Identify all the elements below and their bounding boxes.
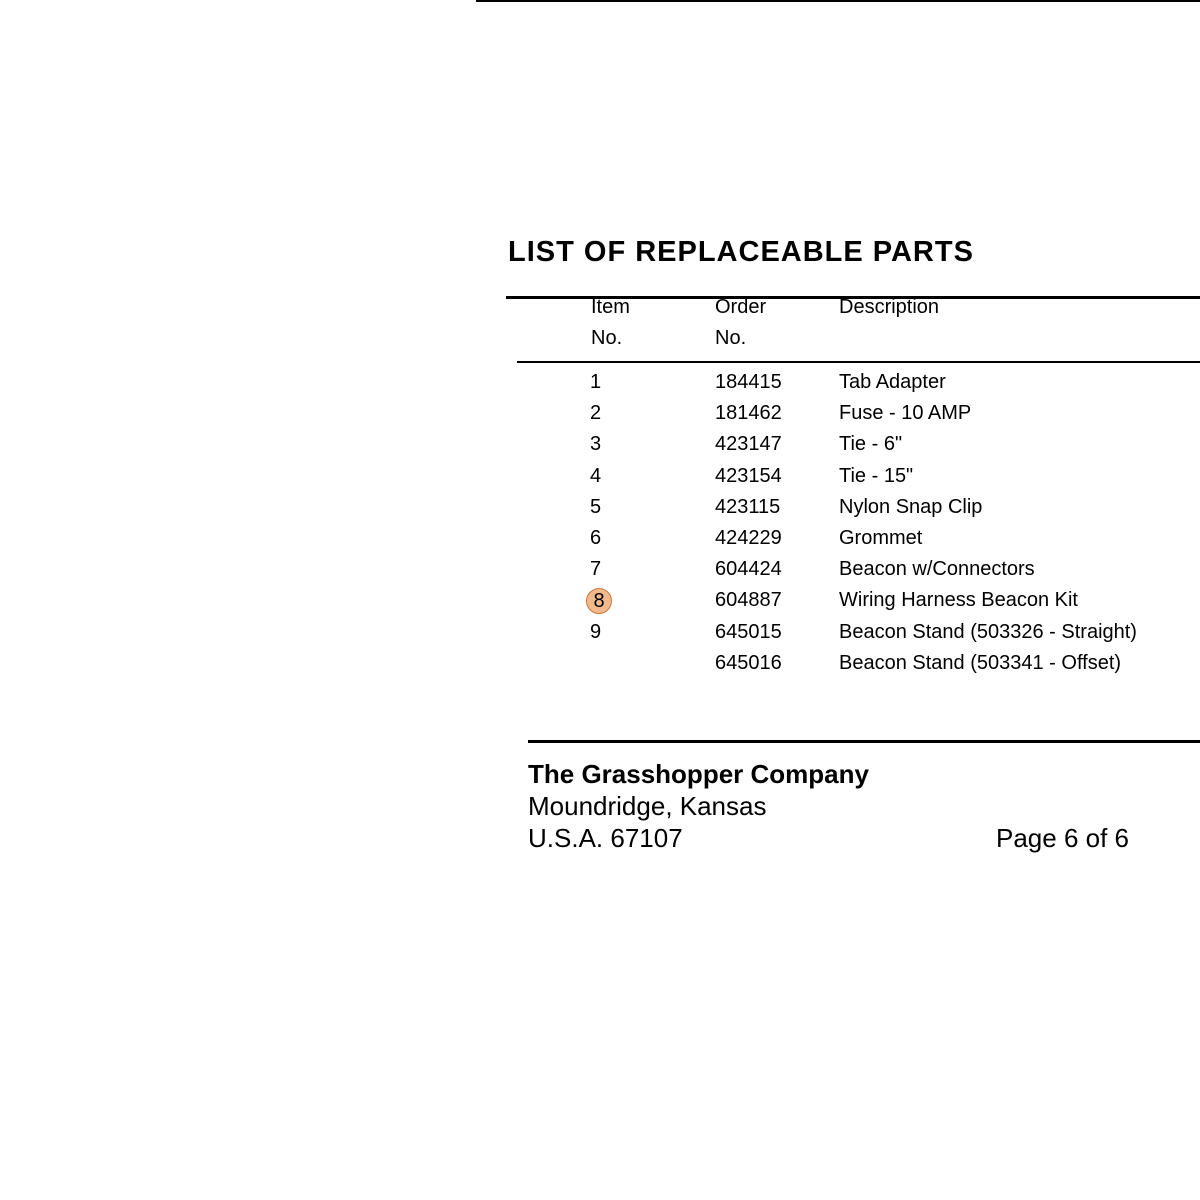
column-header-item-line1: Item: [591, 296, 630, 318]
table-row: [0, 523, 1200, 554]
item-number: 6: [590, 526, 602, 549]
table-row: [0, 554, 1200, 585]
page-number: Page 6 of 6: [996, 823, 1129, 853]
item-number: 2: [590, 402, 602, 425]
footer-divider: [528, 740, 1200, 743]
table-row: [0, 648, 1200, 679]
order-number: 424229: [715, 526, 782, 549]
order-number: 423115: [715, 495, 781, 518]
order-number: 645015: [715, 620, 782, 643]
column-header-description: [839, 292, 939, 323]
column-header-item-no: [591, 292, 630, 354]
table-row: [0, 367, 1200, 398]
item-number: 3: [590, 433, 602, 456]
table-row: [0, 398, 1200, 429]
order-number: 604424: [715, 558, 782, 581]
table-row-highlighted: [0, 585, 1200, 616]
order-number: 181462: [715, 402, 782, 425]
column-header-order-no: [715, 292, 766, 354]
part-description: Beacon w/Connectors: [839, 558, 1035, 581]
top-divider: [476, 0, 1200, 2]
column-header-order-line2: No.: [715, 327, 747, 349]
highlighted-item-number-marker: 8: [586, 588, 612, 614]
order-number: 645016: [715, 651, 782, 674]
table-row: [0, 461, 1200, 492]
table-row: [0, 492, 1200, 523]
parts-table-body: [0, 367, 1200, 679]
table-row: [0, 429, 1200, 460]
part-description: Tie - 6": [839, 433, 903, 456]
header-divider: [517, 361, 1200, 363]
company-city: Moundridge, Kansas: [528, 791, 767, 821]
order-number: 423154: [715, 464, 782, 487]
part-description: Beacon Stand (503326 - Straight): [839, 620, 1137, 643]
part-description: Fuse - 10 AMP: [839, 402, 972, 425]
item-number: 4: [590, 464, 602, 487]
order-number: 423147: [715, 433, 782, 456]
part-description: Wiring Harness Beacon Kit: [839, 589, 1078, 612]
company-name: The Grasshopper Company: [528, 759, 869, 789]
item-number: 9: [590, 620, 602, 643]
order-number: 604887: [715, 589, 782, 612]
column-header-order-line1: Order: [715, 296, 767, 318]
page-title: LIST OF REPLACEABLE PARTS: [508, 236, 974, 268]
item-number: 1: [590, 371, 602, 393]
part-description: Grommet: [839, 526, 923, 549]
column-header-description-label: Description: [839, 296, 940, 318]
order-number: 184415: [715, 371, 782, 393]
part-description: Tie - 15": [839, 464, 914, 487]
part-description: Beacon Stand (503341 - Offset): [839, 651, 1122, 674]
column-header-item-line2: No.: [591, 327, 623, 349]
company-zip: U.S.A. 67107: [528, 823, 683, 853]
item-number: 5: [590, 495, 602, 518]
table-row: [0, 617, 1200, 648]
part-description: Tab Adapter: [839, 371, 946, 393]
item-number: 7: [590, 558, 602, 581]
part-description: Nylon Snap Clip: [839, 495, 983, 518]
